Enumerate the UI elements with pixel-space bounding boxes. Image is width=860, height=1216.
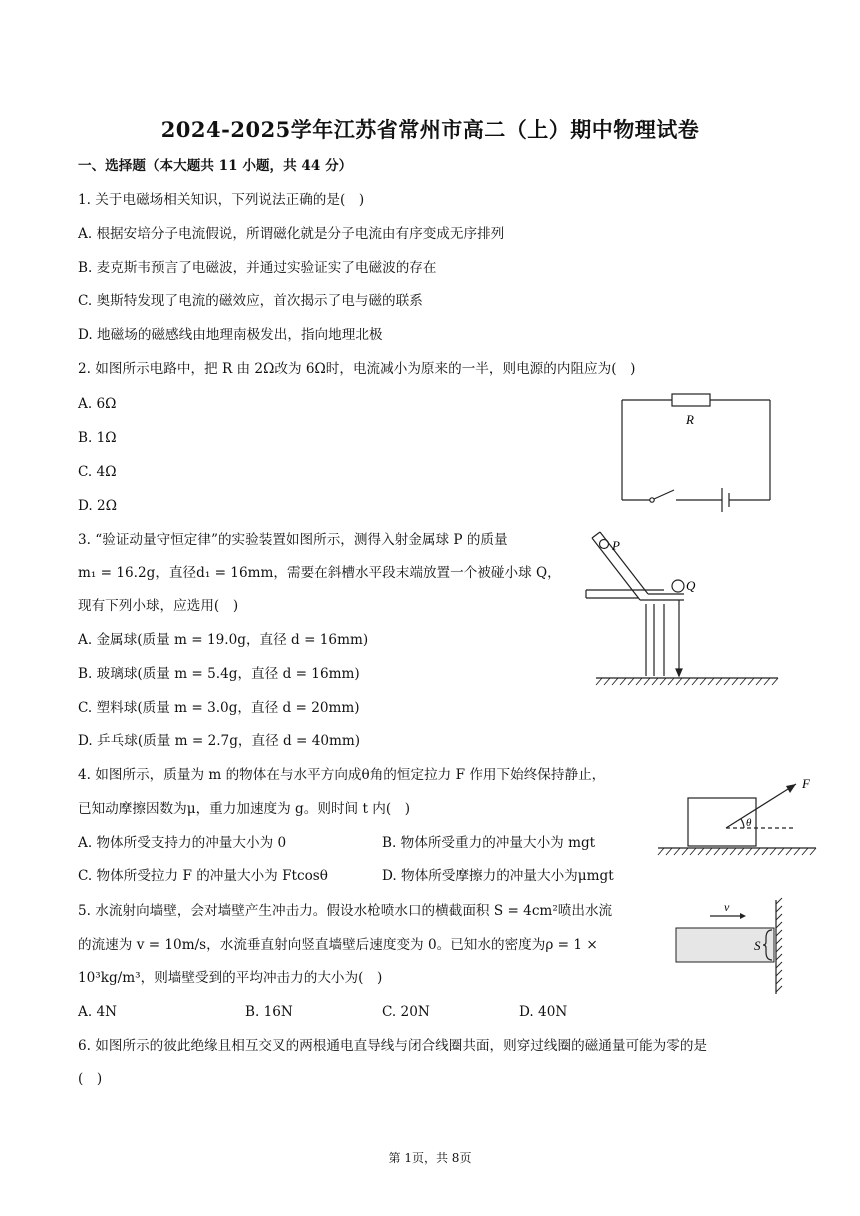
question-2-option-a: A. 6Ω [78,396,117,412]
ball-p-label: P [612,538,620,553]
question-3-option-d: D. 乒乓球(质量 m = 2.7g，直径 d = 40mm) [78,733,361,749]
question-5-stem-line-3: 10³kg/m³，则墙壁受到的平均冲击力的大小为( ) [78,970,383,986]
question-3-option-a: A. 金属球(质量 m = 19.0g，直径 d = 16mm) [78,632,369,648]
area-label: S [754,938,761,953]
question-3-stem-line-1: 3. “验证动量守恒定律”的实验装置如图所示，测得入射金属球 P 的质量 [78,532,508,548]
circuit-diagram [616,392,776,512]
question-6-stem-line-1: 6. 如图所示的彼此绝缘且相互交叉的两根通电直导线与闭合线圈共面，则穿过线圈的磁通量可能为零的是 [78,1038,708,1054]
momentum-apparatus-diagram [582,528,782,693]
angle-label: θ [746,817,752,829]
question-6-stem-line-2: ( ) [78,1071,103,1087]
question-5-option-d: D. 40N [519,1004,568,1020]
question-2-option-d: D. 2Ω [78,498,117,514]
section-heading: 一、选择题（本大题共 11 小题，共 44 分） [78,158,353,174]
question-4-option-b: B. 物体所受重力的冲量大小为 mgt [382,835,596,851]
question-5-stem-line-2: 的流速为 v = 10m/s，水流垂直射向竖直墙壁后速度变为 0。已知水的密度为ρ = 1 × [78,937,598,953]
question-4-option-c: C. 物体所受拉力 F 的冲量大小为 Ftcosθ [78,868,328,884]
question-4-stem-line-1: 4. 如图所示，质量为 m 的物体在与水平方向成θ角的恒定拉力 F 作用下始终保持静止， [78,767,606,783]
ball-q-label: Q [686,578,696,593]
question-3-stem-line-3: 现有下列小球，应选用( ) [78,598,239,614]
question-3-option-c: C. 塑料球(质量 m = 3.0g，直径 d = 20mm) [78,700,360,716]
question-5-option-a: A. 4N [78,1004,118,1020]
question-3-stem-line-2: m₁ = 16.2g，直径d₁ = 16mm，需要在斜槽水平段末端放置一个被碰小球 Q， [78,565,561,581]
question-2-option-b: B. 1Ω [78,430,117,446]
question-4-stem-line-2: 已知动摩擦因数为μ，重力加速度为 g。则时间 t 内( ) [78,801,411,817]
resistor-label: R [686,412,694,427]
resistor-symbol [672,394,710,406]
question-5-stem-line-1: 5. 水流射向墙壁，会对墙壁产生冲击力。假设水枪喷水口的横截面积 S = 4cm²喷出水流 [78,903,613,919]
velocity-label: v [724,900,730,914]
ball-p [600,540,609,549]
block-force-diagram [656,770,821,865]
question-3-option-b: B. 玻璃球(质量 m = 5.4g，直径 d = 16mm) [78,666,360,682]
question-1-option-d: D. 地磁场的磁感线由地理南极发出，指向地理北极 [78,327,383,343]
question-1-option-c: C. 奥斯特发现了电流的磁效应，首次揭示了电与磁的联系 [78,293,423,309]
page-footer: 第 1页，共 8页 [388,1151,472,1165]
question-4-option-a: A. 物体所受支持力的冲量大小为 0 [78,835,287,851]
page-title: 2024-2025学年江苏省常州市高二（上）期中物理试卷 [160,117,700,142]
question-5-option-c: C. 20N [382,1004,430,1020]
question-4-option-d: D. 物体所受摩擦力的冲量大小为μmgt [382,868,614,884]
force-arrow [726,784,796,828]
water-jet-diagram [672,896,787,996]
question-2-option-c: C. 4Ω [78,464,117,480]
question-1-option-b: B. 麦克斯韦预言了电磁波，并通过实验证实了电磁波的存在 [78,260,437,276]
question-1-option-a: A. 根据安培分子电流假说，所谓磁化就是分子电流由有序变成无序排列 [78,226,505,242]
force-label: F [802,776,810,791]
question-5-option-b: B. 16N [245,1004,293,1020]
switch-symbol [654,490,674,499]
question-2-stem: 2. 如图所示电路中，把 R 由 2Ω改为 6Ω时，电流减小为原来的一半，则电源的内阻应为( ) [78,361,636,377]
question-1-stem: 1. 关于电磁场相关知识，下列说法正确的是( ) [78,192,365,208]
ball-q [672,580,684,592]
